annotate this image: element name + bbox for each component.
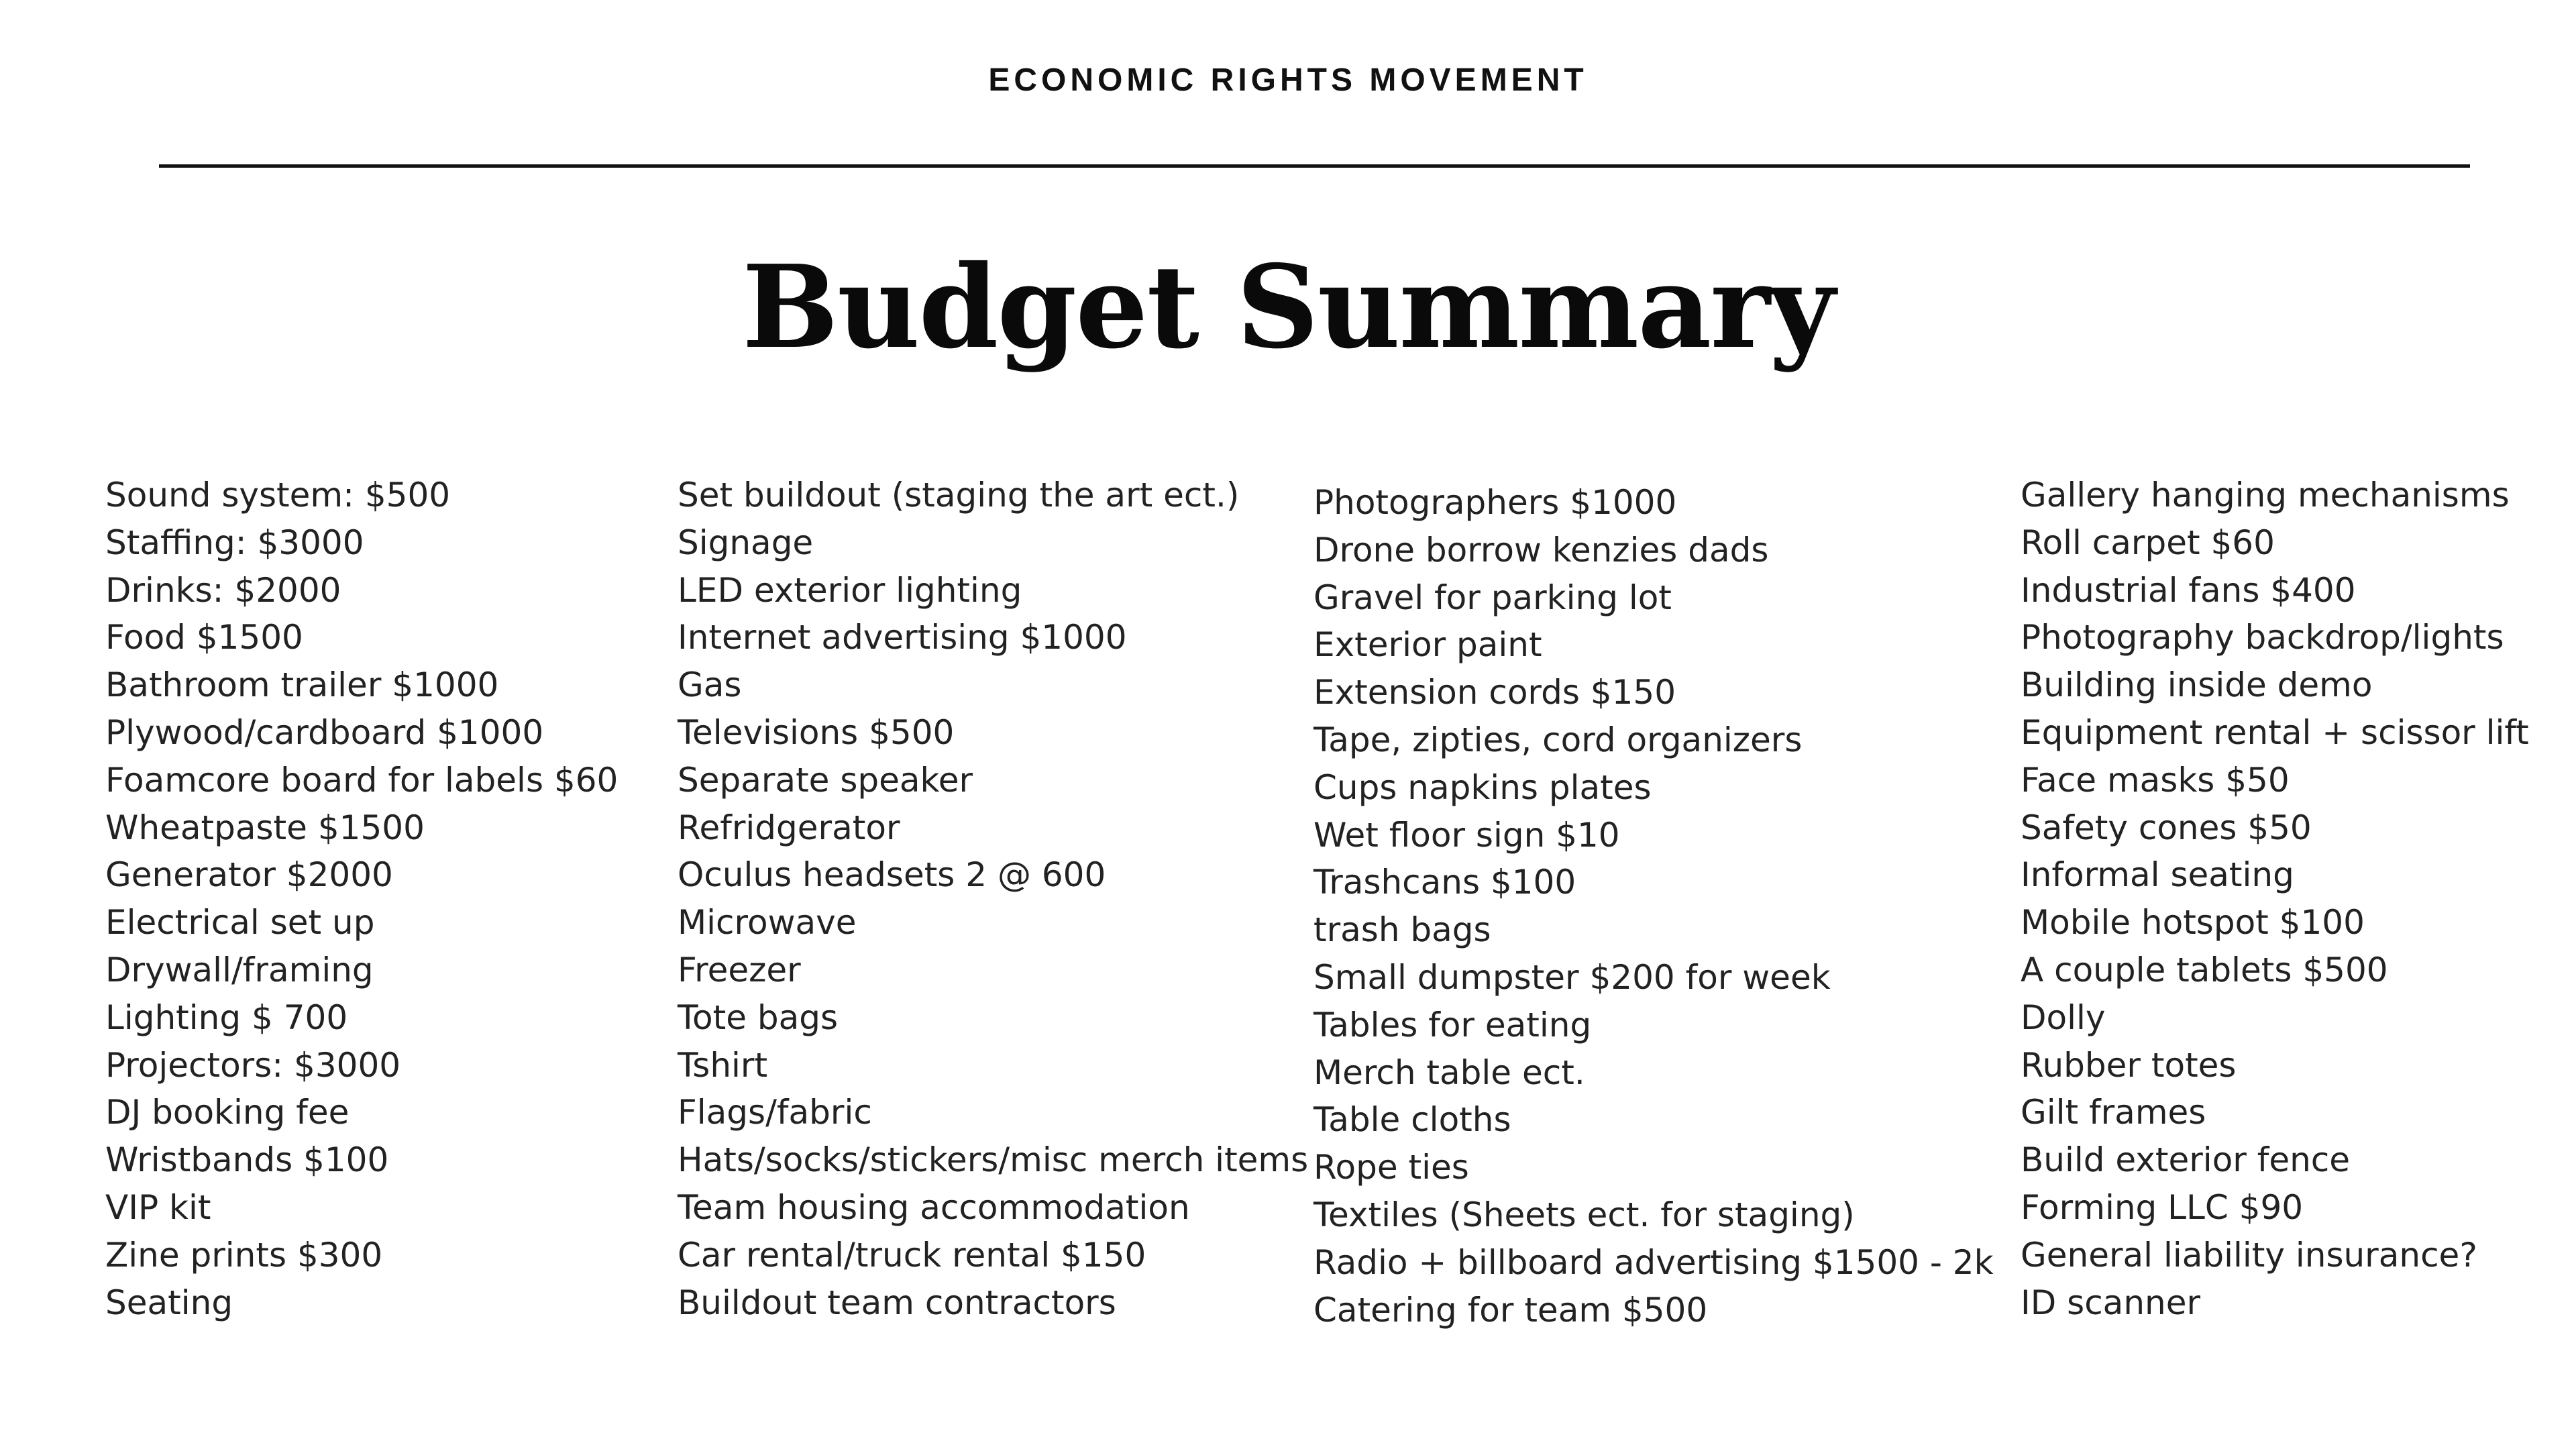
budget-item: Informal seating	[2021, 855, 2294, 895]
budget-item: Textiles (Sheets ect. for staging)	[1313, 1195, 1855, 1234]
budget-item: Car rental/truck rental $150	[678, 1235, 1146, 1275]
budget-item: Cups napkins plates	[1313, 767, 1652, 807]
budget-item: Drone borrow kenzies dads	[1313, 530, 1769, 570]
budget-item: Photographers $1000	[1313, 483, 1677, 522]
budget-item: Seating	[105, 1283, 233, 1322]
budget-item: Drywall/framing	[105, 950, 374, 989]
budget-item: Lighting $ 700	[105, 998, 348, 1037]
budget-item: A couple tablets $500	[2021, 950, 2388, 989]
budget-item: Mobile hotspot $100	[2021, 903, 2365, 943]
budget-column-2	[678, 472, 1308, 1326]
budget-item: Photography backdrop/lights	[2021, 618, 2504, 657]
budget-item: Industrial fans $400	[2021, 570, 2356, 610]
budget-item: Tables for eating	[1313, 1005, 1592, 1044]
budget-item: Tshirt	[678, 1045, 768, 1085]
budget-item: ID scanner	[2021, 1283, 2201, 1322]
budget-item: trash bags	[1313, 910, 1491, 950]
budget-item: Radio + billboard advertising $1500 - 2k	[1313, 1242, 1994, 1282]
budget-item: Catering for team $500	[1313, 1290, 1708, 1330]
budget-item: Gas	[678, 665, 742, 705]
budget-item: VIP kit	[105, 1187, 211, 1227]
budget-item: Safety cones $50	[2021, 808, 2312, 847]
budget-item: Projectors: $3000	[105, 1045, 401, 1085]
budget-item: Signage	[678, 523, 814, 562]
budget-item: Rope ties	[1313, 1148, 1469, 1187]
budget-item: Set buildout (staging the art ect.)	[678, 476, 1240, 515]
budget-item: Tape, zipties, cord organizers	[1313, 720, 1803, 759]
budget-item: LED exterior lighting	[678, 570, 1022, 610]
budget-item: General liability insurance?	[2021, 1235, 2477, 1275]
budget-item: Build exterior fence	[2021, 1140, 2351, 1180]
budget-item: Freezer	[678, 950, 801, 989]
budget-item: Roll carpet $60	[2021, 523, 2275, 562]
budget-item: Televisions $500	[678, 712, 955, 752]
budget-column-4	[2021, 472, 2529, 1326]
budget-item: Hats/socks/stickers/misc merch items	[678, 1140, 1309, 1180]
budget-column-3	[1313, 479, 1994, 1334]
budget-item: Extension cords $150	[1313, 673, 1676, 712]
budget-item: Separate speaker	[678, 760, 973, 800]
budget-item: Internet advertising $1000	[678, 618, 1127, 657]
budget-item: Building inside demo	[2021, 665, 2373, 705]
budget-item: Wheatpaste $1500	[105, 808, 425, 847]
budget-item: DJ booking fee	[105, 1093, 350, 1132]
budget-item: Gallery hanging mechanisms	[2021, 476, 2510, 515]
budget-item: Microwave	[678, 903, 857, 943]
header-divider	[159, 164, 2470, 168]
budget-item: Rubber totes	[2021, 1045, 2237, 1085]
budget-item: Table cloths	[1313, 1100, 1511, 1140]
budget-item: Drinks: $2000	[105, 570, 341, 610]
page-title: Budget Summary	[742, 240, 1834, 374]
budget-item: Exterior paint	[1313, 625, 1542, 665]
budget-item: Staffing: $3000	[105, 523, 364, 562]
budget-item: Gravel for parking lot	[1313, 578, 1672, 617]
budget-column-1	[105, 472, 618, 1326]
budget-item: Tote bags	[678, 998, 839, 1037]
budget-item: Gilt frames	[2021, 1093, 2206, 1132]
budget-item: Face masks $50	[2021, 760, 2290, 800]
budget-item: Flags/fabric	[678, 1093, 872, 1132]
budget-item: Wet floor sign $10	[1313, 815, 1620, 855]
budget-item: Electrical set up	[105, 903, 375, 943]
budget-item: Forming LLC $90	[2021, 1187, 2304, 1227]
budget-item: Dolly	[2021, 998, 2106, 1037]
budget-item: Small dumpster $200 for week	[1313, 957, 1831, 997]
budget-item: Merch table ect.	[1313, 1053, 1585, 1092]
budget-item: Equipment rental + scissor lift	[2021, 712, 2529, 752]
budget-item: Food $1500	[105, 618, 303, 657]
budget-item: Foamcore board for labels $60	[105, 760, 619, 800]
organization-header: ECONOMIC RIGHTS MOVEMENT	[988, 62, 1588, 98]
budget-item: Wristbands $100	[105, 1140, 389, 1180]
budget-item: Refridgerator	[678, 808, 900, 847]
budget-item: Trashcans $100	[1313, 863, 1576, 902]
budget-item: Sound system: $500	[105, 476, 451, 515]
budget-item: Team housing accommodation	[678, 1187, 1190, 1227]
budget-item: Plywood/cardboard $1000	[105, 712, 544, 752]
budget-item: Buildout team contractors	[678, 1283, 1116, 1322]
budget-item: Zine prints $300	[105, 1235, 383, 1275]
budget-item: Oculus headsets 2 @ 600	[678, 855, 1106, 895]
budget-item: Bathroom trailer $1000	[105, 665, 499, 705]
budget-item: Generator $2000	[105, 855, 393, 895]
